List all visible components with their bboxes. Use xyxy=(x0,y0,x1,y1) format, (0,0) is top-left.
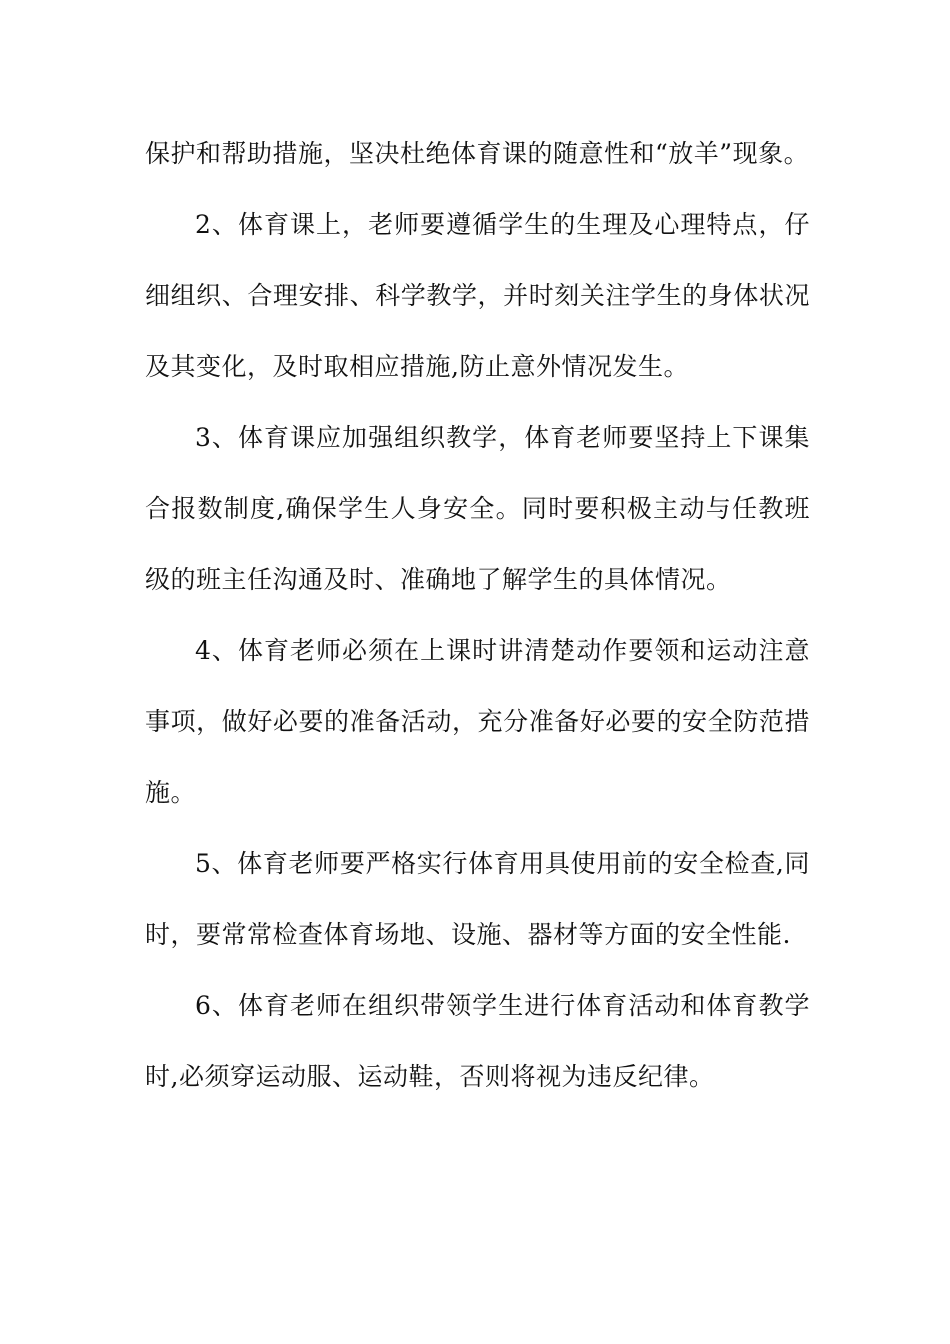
paragraph-continuation: 保护和帮助措施，坚决杜绝体育课的随意性和“放羊”现象。 xyxy=(145,139,810,168)
paragraph-item-6: 6、体育老师在组织带领学生进行体育活动和体育教学时,必须穿运动服、运动鞋，否则将视为违反纪律。 xyxy=(145,991,810,1091)
paragraph-item-2: 2、体育课上，老师要遵循学生的生理及心理特点，仔细组织、合理安排、科学教学，并时刻关注学生的身体状况及其变化，及时取相应措施,防止意外情况发生。 xyxy=(145,210,810,381)
document-body xyxy=(145,118,810,1112)
paragraph-item-3: 3、体育课应加强组织教学，体育老师要坚持上下课集合报数制度,确保学生人身安全。同时要积极主动与任教班级的班主任沟通及时、准确地了解学生的具体情况。 xyxy=(145,423,810,594)
paragraph-item-4: 4、体育老师必须在上课时讲清楚动作要领和运动注意事项，做好必要的准备活动，充分准备好必要的安全防范措施。 xyxy=(145,636,810,807)
paragraph-item-5: 5、体育老师要严格实行体育用具使用前的安全检查,同时，要常常检查体育场地、设施、器材等方面的安全性能. xyxy=(145,849,810,949)
